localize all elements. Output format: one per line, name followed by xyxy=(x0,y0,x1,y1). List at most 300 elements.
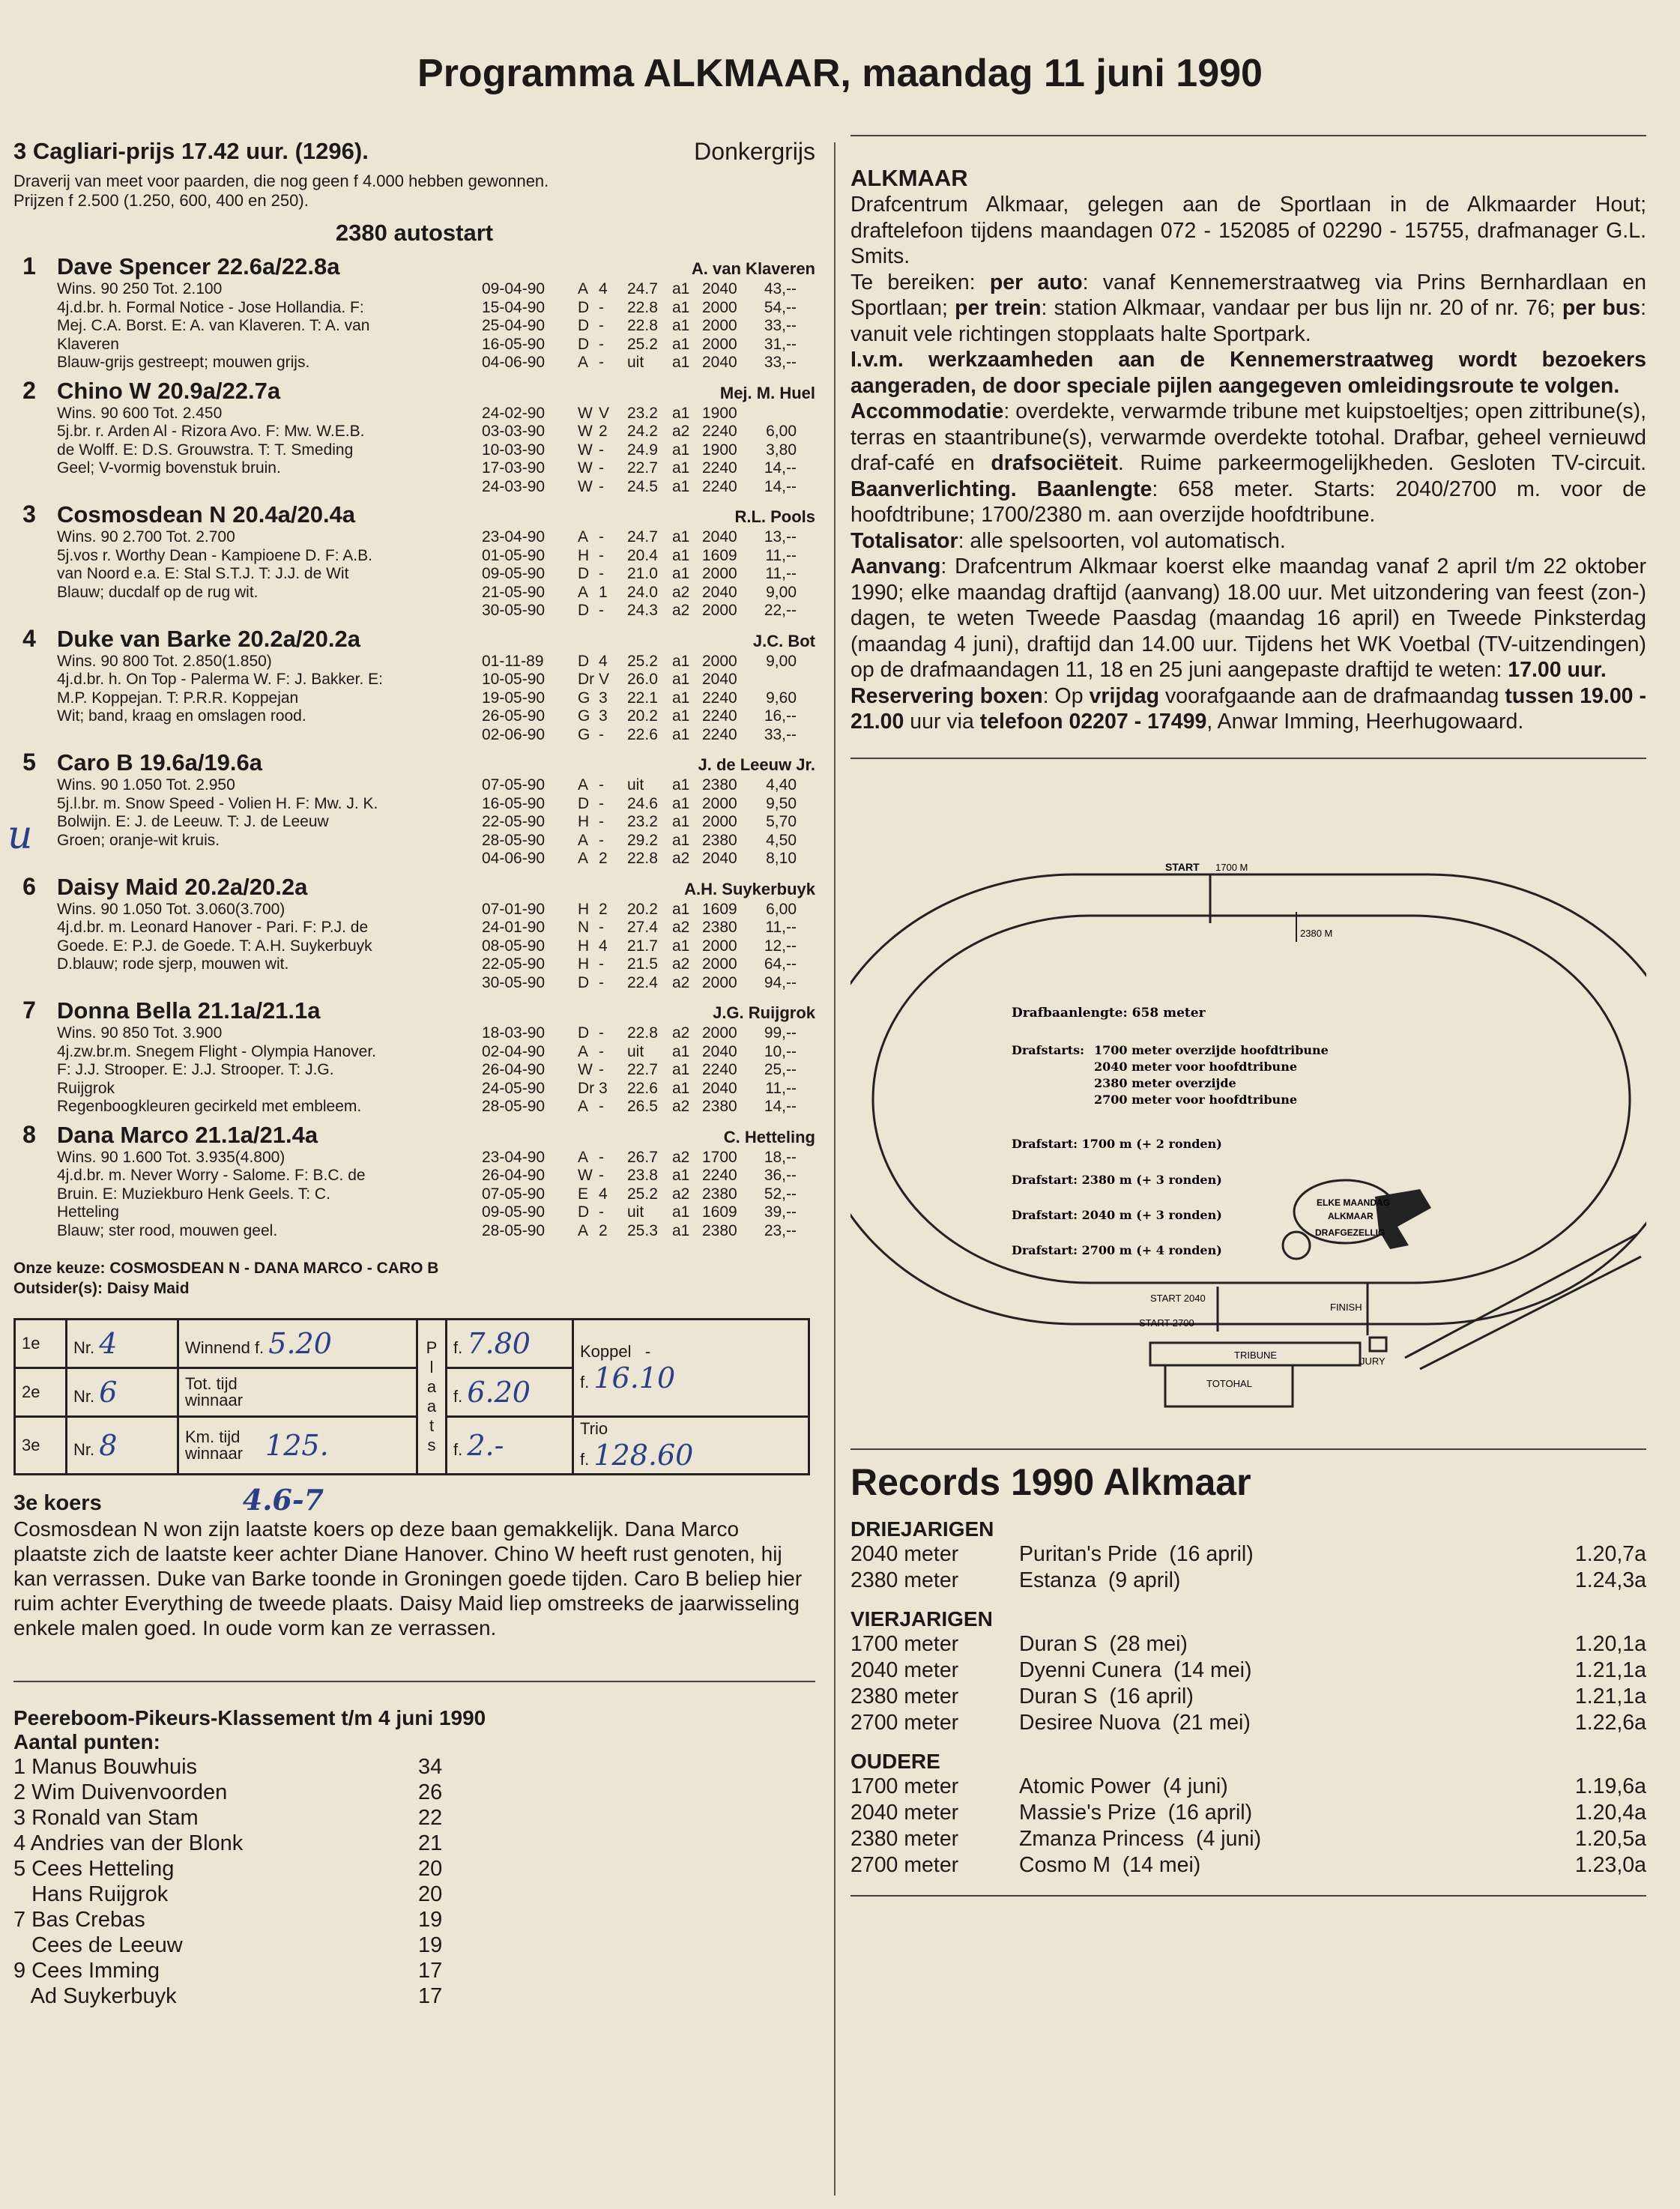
run-cell: - xyxy=(599,317,604,334)
run-cell: 17-03-90 xyxy=(482,459,546,477)
run-cell: 18-03-90 xyxy=(482,1024,546,1042)
run-cell: 10-05-90 xyxy=(482,671,546,688)
run-cell: a1 xyxy=(672,1061,690,1078)
record-time: 1.21,1a xyxy=(1574,1657,1646,1682)
handwritten-combo: 4.6-7 xyxy=(242,1483,324,1517)
run-cell: H xyxy=(578,955,590,973)
horse-list xyxy=(13,253,815,1240)
horse-name: Chino W 20.9a/22.7a xyxy=(57,377,281,404)
start-desc: 1700 meter overzijde hoofdtribune xyxy=(1094,1042,1329,1057)
run-cell: a1 xyxy=(672,725,690,743)
run-cell: 9,00 xyxy=(766,583,797,601)
run-cell: A xyxy=(578,280,589,297)
run-cell: 2 xyxy=(599,850,608,867)
run-cell: a1 xyxy=(672,707,690,725)
run-cell: a1 xyxy=(672,546,690,564)
run-cell: A xyxy=(578,1221,589,1239)
run-row xyxy=(482,671,815,689)
driver-points: 17 xyxy=(418,1959,443,1983)
run-cell: 24.5 xyxy=(627,477,658,495)
koers-title: 3e koers 4.6-7 xyxy=(13,1483,324,1517)
horse-info xyxy=(57,280,473,372)
run-row xyxy=(482,1024,815,1043)
run-cell: D xyxy=(578,565,590,582)
run-cell: - xyxy=(599,298,604,316)
run-cell: - xyxy=(599,1167,604,1184)
driver-name: 1 Manus Bouwhuis xyxy=(13,1755,198,1779)
driver-points: 20 xyxy=(418,1882,443,1906)
run-cell: a2 xyxy=(672,583,690,601)
run-cell: a1 xyxy=(672,280,690,297)
column-divider xyxy=(834,142,836,2196)
run-cell: 24.7 xyxy=(627,280,658,297)
run-cell: a2 xyxy=(672,1098,690,1115)
record-row xyxy=(850,1568,1646,1594)
run-cell: Dr xyxy=(578,1079,595,1097)
road-line xyxy=(1405,1234,1637,1358)
run-cell: 20.4 xyxy=(627,546,658,564)
run-cell: 6,00 xyxy=(766,900,797,918)
horse-header xyxy=(13,625,815,653)
horse-info-line: Wins. 90 1.050 Tot. 2.950 xyxy=(57,776,235,794)
run-cell: H xyxy=(578,813,590,830)
record-horse: Massie's Prize (16 april) xyxy=(1019,1800,1253,1825)
run-cell: 21.5 xyxy=(627,955,658,973)
horse-runs xyxy=(473,528,815,620)
run-cell: - xyxy=(599,441,604,459)
run-cell: 6,00 xyxy=(766,423,797,440)
divider xyxy=(850,135,1646,136)
horse-driver: A.H. Suykerbuyk xyxy=(684,879,815,898)
run-cell: 11,-- xyxy=(765,919,797,936)
run-cell: a1 xyxy=(672,528,690,546)
run-cell: a1 xyxy=(672,794,690,812)
run-cell: 02-06-90 xyxy=(482,725,546,743)
run-cell: 14,-- xyxy=(764,459,797,477)
run-cell: 33,-- xyxy=(764,317,797,334)
run-cell: 33,-- xyxy=(764,725,797,743)
horse-number: 8 xyxy=(22,1120,36,1148)
run-cell: 23,-- xyxy=(764,1221,797,1239)
run-cell: 11,-- xyxy=(765,1079,797,1097)
horse-number: 6 xyxy=(22,872,36,900)
nr-cell: Nr. 6 xyxy=(67,1368,178,1417)
run-cell: a2 xyxy=(672,602,690,619)
record-time: 1.24,3a xyxy=(1574,1568,1646,1592)
run-cell: H xyxy=(578,546,590,564)
run-cell: D xyxy=(578,602,590,619)
run-cell: 94,-- xyxy=(764,973,797,991)
run-cell: 2240 xyxy=(702,1061,737,1078)
run-cell: 25.3 xyxy=(627,1221,658,1239)
horse-info xyxy=(57,405,473,497)
divider xyxy=(13,1681,815,1682)
horse-name: Dave Spencer 22.6a/22.8a xyxy=(57,253,340,279)
divider xyxy=(850,1448,1646,1450)
run-cell: 2040 xyxy=(702,1079,737,1097)
record-category: VIERJARIGEN xyxy=(850,1607,993,1631)
horse-info-line: Blauw; ster rood, mouwen geel. xyxy=(57,1221,278,1239)
horse-info-line: Groen; oranje-wit kruis. xyxy=(57,831,220,849)
race-start-type: 2380 autostart xyxy=(335,220,494,246)
run-cell: 21.0 xyxy=(627,565,658,582)
run-cell: 24.0 xyxy=(627,583,658,601)
horse-number: 2 xyxy=(22,376,36,404)
conditions-line: Draverij van meet voor paarden, die nog geen f 4.000 hebben gewonnen. xyxy=(13,172,549,190)
run-cell: 13,-- xyxy=(764,528,797,546)
klassement-row xyxy=(13,1780,815,1805)
run-cell: 2000 xyxy=(702,1024,737,1042)
run-cell: 2240 xyxy=(702,459,737,477)
round-desc: Drafstart: 2700 m (+ 4 ronden) xyxy=(1012,1242,1222,1257)
run-cell: V xyxy=(599,404,610,422)
horse-runs xyxy=(473,776,815,868)
horse-number: 5 xyxy=(22,749,36,776)
run-cell: 28-05-90 xyxy=(482,1221,546,1239)
run-cell: 2 xyxy=(599,1221,608,1239)
run-cell: 26-05-90 xyxy=(482,707,546,725)
run-cell: 2000 xyxy=(702,317,737,334)
horse-info-line: D.blauw; rode sjerp, mouwen wit. xyxy=(57,955,289,973)
horse-name: Caro B 19.6a/19.6a xyxy=(57,749,263,776)
race-conditions xyxy=(13,172,815,211)
horse-driver: J. de Leeuw Jr. xyxy=(698,755,815,774)
run-cell: 22.7 xyxy=(627,459,658,477)
horse-driver: J.C. Bot xyxy=(752,631,815,650)
driver-points: 21 xyxy=(418,1831,443,1855)
run-cell: a1 xyxy=(672,813,690,830)
klassement-subtitle: Aantal punten: xyxy=(13,1730,160,1753)
horse-driver: J.G. Ruijgrok xyxy=(713,1003,815,1022)
horse-header xyxy=(13,501,815,528)
run-cell: - xyxy=(599,725,604,743)
row-label: 1e xyxy=(15,1320,67,1368)
driver-name: 2 Wim Duivenvoorden xyxy=(13,1780,228,1804)
horse-info-line: Blauw; ducdalf op de rug wit. xyxy=(57,583,259,601)
horse-info-line: Bruin. E: Muziekburo Henk Geels. T: C. xyxy=(57,1185,330,1203)
row-label: 3e xyxy=(15,1417,67,1475)
run-cell: a1 xyxy=(672,354,690,371)
record-distance: 2040 meter xyxy=(850,1800,959,1825)
run-row xyxy=(482,528,815,547)
run-cell: - xyxy=(599,565,604,582)
run-row xyxy=(482,405,815,423)
round-desc: Drafstart: 2040 m (+ 3 ronden) xyxy=(1012,1207,1222,1222)
run-cell: Dr xyxy=(578,671,595,688)
run-cell: 21.7 xyxy=(627,937,658,955)
right-column xyxy=(850,135,1646,1897)
run-cell: 52,-- xyxy=(764,1185,797,1203)
left-column xyxy=(13,135,815,2009)
run-cell: 2040 xyxy=(702,280,737,297)
run-cell: 2240 xyxy=(702,477,737,495)
run-cell: A xyxy=(578,354,589,371)
run-cell: a1 xyxy=(672,335,690,353)
run-cell: - xyxy=(599,1042,604,1060)
run-cell: 14,-- xyxy=(764,477,797,495)
run-cell: - xyxy=(599,1024,604,1042)
run-cell: 25.2 xyxy=(627,1185,658,1203)
run-row xyxy=(482,832,815,850)
run-cell: 26.5 xyxy=(627,1098,658,1115)
horse-name: Duke van Barke 20.2a/20.2a xyxy=(57,625,360,652)
start-1700-label: 1700 M xyxy=(1215,861,1248,873)
run-cell: 2040 xyxy=(702,671,737,688)
horse-info-line: Regenboogkleuren gecirkeld met embleem. xyxy=(57,1098,362,1115)
horse-info-line: 4j.d.br. m. Leonard Hanover - Pari. F: P.J. de xyxy=(57,919,369,936)
horse-runs xyxy=(473,653,815,745)
run-cell: 4 xyxy=(599,652,608,670)
run-cell: a2 xyxy=(672,1024,690,1042)
run-cell: uit xyxy=(627,1042,644,1060)
horse-driver: A. van Klaveren xyxy=(691,259,815,278)
run-cell: 2240 xyxy=(702,725,737,743)
horse-header xyxy=(13,1121,815,1149)
run-cell: A xyxy=(578,850,589,867)
run-cell: G xyxy=(578,707,590,725)
records-title: Records 1990 Alkmaar xyxy=(850,1460,1251,1503)
run-cell: 24-05-90 xyxy=(482,1079,546,1097)
run-cell: 2000 xyxy=(702,298,737,316)
winnend-cell: Winnend f. 5.20 xyxy=(178,1320,417,1368)
run-cell: a2 xyxy=(672,919,690,936)
run-cell: 24.3 xyxy=(627,602,658,619)
run-row xyxy=(482,478,815,497)
run-cell: 1 xyxy=(599,583,608,601)
run-cell xyxy=(752,405,797,423)
handwritten-win: 5.20 xyxy=(268,1327,332,1360)
run-cell: 30-05-90 xyxy=(482,973,546,991)
horse-info xyxy=(57,653,473,745)
record-horse: Desiree Nuova (21 mei) xyxy=(1019,1710,1251,1735)
run-row xyxy=(482,653,815,671)
horse-info-line: 5j.br. r. Arden Al - Rizora Avo. F: Mw. W.E.B. xyxy=(57,423,365,440)
horse-driver: Mej. M. Huel xyxy=(719,383,815,402)
klassement-list xyxy=(13,1754,815,2009)
horse-info-line: 5j.l.br. m. Snow Speed - Volien H. F: Mw. J. K. xyxy=(57,794,378,812)
run-cell: - xyxy=(599,794,604,812)
run-cell: 2040 xyxy=(702,850,737,867)
run-cell: a1 xyxy=(672,404,690,422)
run-cell: 27.4 xyxy=(627,919,658,936)
run-cell: 25,-- xyxy=(764,1061,797,1078)
run-cell: a2 xyxy=(672,1148,690,1166)
driver-points: 17 xyxy=(418,1984,443,2008)
run-cell: 30-05-90 xyxy=(482,602,546,619)
horse-driver: R.L. Pools xyxy=(734,507,815,526)
svg-text:JURY: JURY xyxy=(1360,1355,1386,1367)
klassement-row xyxy=(13,1882,815,1907)
run-row xyxy=(482,937,815,956)
run-cell: 22.7 xyxy=(627,1061,658,1078)
run-cell: 3 xyxy=(599,1079,608,1097)
run-cell: 16-05-90 xyxy=(482,794,546,812)
run-row xyxy=(482,354,815,372)
run-cell: 22-05-90 xyxy=(482,955,546,973)
run-cell: 28-05-90 xyxy=(482,1098,546,1115)
run-cell: H xyxy=(578,900,590,918)
run-cell: 2380 xyxy=(702,1098,737,1115)
record-horse: Cosmo M (14 mei) xyxy=(1019,1852,1201,1877)
run-cell: a2 xyxy=(672,955,690,973)
horse-info-line: M.P. Koppejan. T: P.R.R. Koppejan xyxy=(57,689,299,707)
run-cell: 22.8 xyxy=(627,850,658,867)
results-table xyxy=(13,1318,810,1475)
finish-label: FINISH xyxy=(1330,1301,1362,1313)
record-row xyxy=(850,1631,1646,1657)
record-row xyxy=(850,1541,1646,1568)
record-row xyxy=(850,1774,1646,1800)
run-cell: - xyxy=(599,528,604,546)
record-horse: Duran S (28 mei) xyxy=(1019,1631,1188,1656)
run-cell: 2040 xyxy=(702,1042,737,1060)
run-cell: 2 xyxy=(599,423,608,440)
run-row xyxy=(482,280,815,299)
run-cell: 1700 xyxy=(702,1148,737,1166)
run-cell: 23.2 xyxy=(627,813,658,830)
run-cell: D xyxy=(578,794,590,812)
run-cell xyxy=(752,671,797,689)
driver-name: Cees de Leeuw xyxy=(13,1933,183,1957)
horse-driver: C. Hetteling xyxy=(723,1127,815,1146)
run-cell: 2000 xyxy=(702,602,737,619)
track-length: Drafbaanlengte: 658 meter xyxy=(1012,1005,1206,1021)
run-cell: 9,50 xyxy=(766,794,797,812)
run-row xyxy=(482,1098,815,1116)
run-cell: - xyxy=(599,459,604,477)
run-cell: W xyxy=(578,423,593,440)
driver-name: 3 Ronald van Stam xyxy=(13,1806,199,1830)
run-cell: 02-04-90 xyxy=(482,1042,546,1060)
run-cell: 09-05-90 xyxy=(482,1203,546,1221)
run-cell: 28-05-90 xyxy=(482,831,546,849)
road-line xyxy=(1420,1257,1641,1369)
record-distance: 2380 meter xyxy=(850,1568,959,1592)
horse-info-line: Wins. 90 850 Tot. 3.900 xyxy=(57,1024,223,1042)
record-horse: Puritan's Pride (16 april) xyxy=(1019,1541,1254,1566)
divider xyxy=(850,758,1646,759)
horse-name: Donna Bella 21.1a/21.1a xyxy=(57,997,321,1024)
run-cell: - xyxy=(599,831,604,849)
horse-info-line: Bolwijn. E: J. de Leeuw. T: J. de Leeuw xyxy=(57,813,329,830)
run-row xyxy=(482,1222,815,1241)
svg-text:TOTOHAL: TOTOHAL xyxy=(1206,1377,1252,1389)
run-row xyxy=(482,1203,815,1222)
horse-entry xyxy=(13,625,815,745)
record-horse: Dyenni Cunera (14 mei) xyxy=(1019,1657,1252,1682)
record-time: 1.20,5a xyxy=(1574,1826,1646,1851)
run-row xyxy=(482,565,815,584)
horse-info-line: Wins. 90 600 Tot. 2.450 xyxy=(57,404,223,422)
horse-header xyxy=(13,749,815,776)
run-cell: a1 xyxy=(672,441,690,459)
run-cell: H xyxy=(578,937,590,955)
run-cell: 2000 xyxy=(702,973,737,991)
run-cell: 2000 xyxy=(702,794,737,812)
record-distance: 2040 meter xyxy=(850,1541,959,1566)
run-cell: a1 xyxy=(672,1079,690,1097)
run-row xyxy=(482,336,815,354)
run-row xyxy=(482,795,815,814)
svg-text:TRIBUNE: TRIBUNE xyxy=(1234,1349,1278,1361)
run-cell: A xyxy=(578,776,589,794)
klassement-row xyxy=(13,1805,815,1831)
horse-info-line: 4j.d.br. h. Formal Notice - Jose Hollandia. F: xyxy=(57,298,364,316)
driver-points: 19 xyxy=(418,1933,443,1957)
km-tijd-cell: Km. tijd winnaar 125. xyxy=(178,1417,417,1475)
horse-runs xyxy=(473,1024,815,1116)
run-row xyxy=(482,726,815,745)
run-cell: 08-05-90 xyxy=(482,937,546,955)
run-cell: 12,-- xyxy=(764,937,797,955)
run-cell: 16-05-90 xyxy=(482,335,546,353)
run-cell: D xyxy=(578,973,590,991)
run-cell: 9,00 xyxy=(766,652,797,670)
divider xyxy=(850,1895,1646,1897)
nr-cell: Nr. 4 xyxy=(67,1320,178,1368)
run-cell: 2000 xyxy=(702,937,737,955)
trio-cell: Trio f. 128.60 xyxy=(573,1417,809,1475)
run-cell: 8,10 xyxy=(766,850,797,867)
plaats-value: f. 7.80 xyxy=(447,1320,573,1368)
horse-name: Cosmosdean N 20.4a/20.4a xyxy=(57,501,356,528)
run-row xyxy=(482,850,815,868)
run-cell: 39,-- xyxy=(764,1203,797,1221)
run-cell: 01-11-89 xyxy=(482,652,544,670)
run-cell: 15-04-90 xyxy=(482,298,546,316)
record-distance: 1700 meter xyxy=(850,1631,959,1656)
run-cell: 07-05-90 xyxy=(482,1185,546,1203)
run-cell: 24-03-90 xyxy=(482,477,546,495)
run-cell: 2000 xyxy=(702,565,737,582)
horse-info-line: Wins. 90 250 Tot. 2.100 xyxy=(57,280,223,297)
run-cell: 31,-- xyxy=(764,335,797,353)
run-cell: A xyxy=(578,528,589,546)
driver-name: 9 Cees Imming xyxy=(13,1959,160,1983)
run-cell: D xyxy=(578,1024,590,1042)
koppel-cell: Koppel - f. 16.10 xyxy=(573,1320,809,1417)
row-label: 2e xyxy=(15,1368,67,1417)
tijd-cell: Tot. tijd winnaar xyxy=(178,1368,417,1417)
run-cell: 33,-- xyxy=(764,354,797,371)
run-cell: 22,-- xyxy=(764,602,797,619)
run-cell: 25-04-90 xyxy=(482,317,546,334)
horse-info-line: 4j.d.br. m. Never Worry - Salome. F: B.C. de xyxy=(57,1167,366,1184)
horse-info-line: F: J.J. Strooper. E: J.J. Strooper. T: J.G. xyxy=(57,1061,334,1078)
run-cell: 3 xyxy=(599,689,608,707)
run-cell: 22.8 xyxy=(627,317,658,334)
run-row xyxy=(482,423,815,441)
run-cell: W xyxy=(578,477,593,495)
record-horse: Estanza (9 april) xyxy=(1019,1568,1181,1592)
horse-number: 4 xyxy=(22,624,36,652)
run-cell: 36,-- xyxy=(764,1167,797,1184)
horse-name: Dana Marco 21.1a/21.4a xyxy=(57,1121,318,1148)
run-cell: W xyxy=(578,1167,593,1184)
plaats-label xyxy=(417,1320,447,1475)
record-time: 1.19,6a xyxy=(1574,1774,1646,1798)
outsider: Outsider(s): Daisy Maid xyxy=(13,1280,190,1297)
run-cell: - xyxy=(599,973,604,991)
run-cell: 2240 xyxy=(702,423,737,440)
run-cell: 1609 xyxy=(702,1203,737,1221)
record-horse: Atomic Power (4 juni) xyxy=(1019,1774,1228,1798)
horse-number: 7 xyxy=(22,997,36,1024)
run-row xyxy=(482,955,815,974)
tips xyxy=(13,1258,815,1299)
run-cell: A xyxy=(578,1098,589,1115)
run-cell: 4,50 xyxy=(766,831,797,849)
